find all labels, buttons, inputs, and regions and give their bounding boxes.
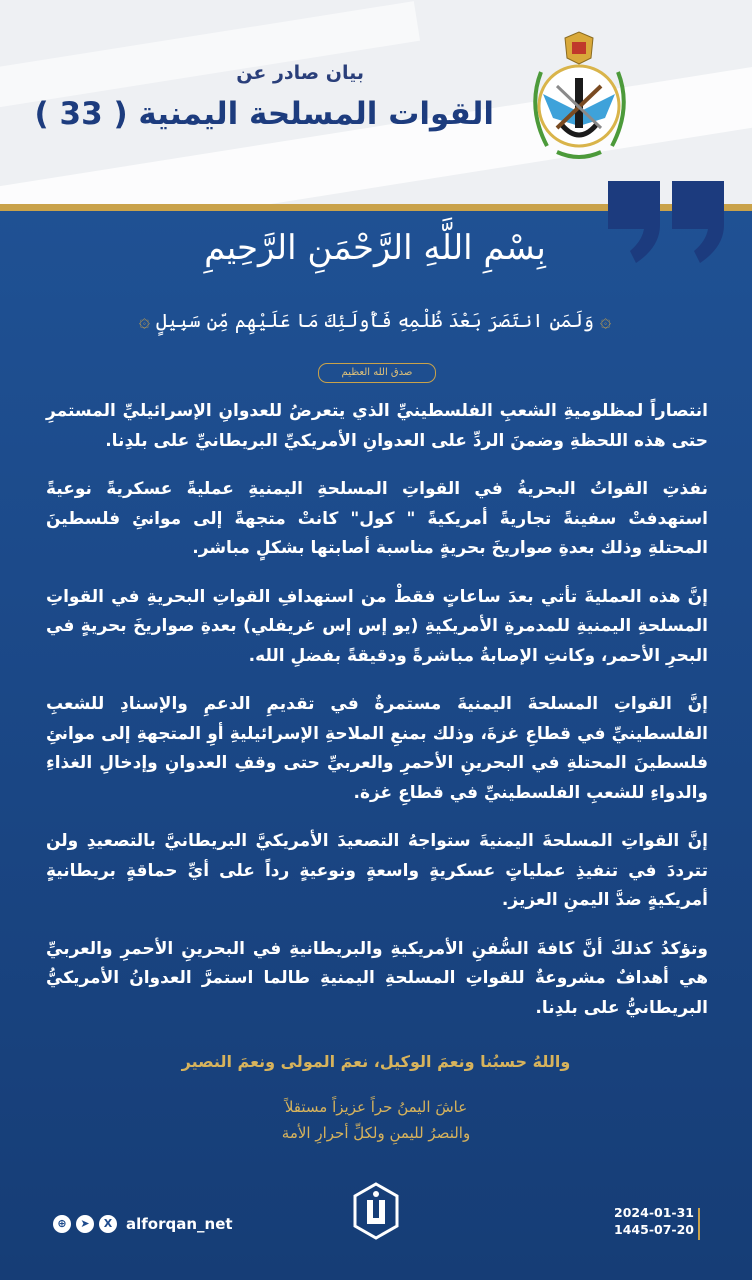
quote-icon (606, 181, 726, 263)
statement-title: القوات المسلحة اليمنية ( 33 ) (34, 96, 494, 132)
social-links (53, 1214, 233, 1234)
social-handle[interactable]: alforqan_net (126, 1215, 233, 1233)
slogan-line: عاشَ اليمنُ حراً عزيزاً مستقلاً (284, 1098, 468, 1116)
statement-dates (612, 1204, 694, 1238)
statement-paragraph: إنَّ هذه العمليةَ تأتي بعدَ ساعاتٍ فقطْ من استهدافِ القواتِ البحريةِ في القواتِ المسلحةِ اليمنيةِ للمدمرةِ الأمريكيةِ (يو إس إس غريفلي) بعدةِ صواريخَ بحريةٍ في البحرِ الأحمر، وكانتِ الإصابةُ مباشرةً ودقيقةً بفضلِ الله. (46, 586, 708, 666)
statement-body (46, 397, 708, 1042)
statement-paragraph: نفذتِ القواتُ البحريةُ في القواتِ المسلحةِ اليمنيةِ عمليةً عسكريةً نوعيةً استهدفتْ سفينةً تجاريةً أمريكيةً " كول" كانتْ متجهةً إلى موانئِ فلسطينَ المحتلةِ وذلك بعدةِ صواريخَ بحريةٍ مناسبة أصابتها بشكلٍ مباشر. (46, 479, 708, 558)
quran-verse (130, 310, 620, 332)
closing-prayer: واللهُ حسبُنا ونعمَ الوكيل، نعمَ المولى ونعمَ النصير (181, 1052, 571, 1071)
statement-paragraph: إنَّ القواتِ المسلحةَ اليمنيةَ مستمرةٌ في تقديمِ الدعمِ والإسنادِ للشعبِ الفلسطينيِّ في قطاعِ غزةَ، وذلك بمنعِ الملاحةِ الإسرائيليةِ أوِ المتجهةِ إلى موانئِ فلسطينَ المحتلةِ في البحرينِ الأحمرِ والعربيِّ حتى وقفِ العدوانِ وإدخالِ الغذاءِ والدواءِ للشعبِ الفلسطينيِّ في قطاعِ غزة. (46, 694, 708, 803)
armed-forces-emblem-icon (517, 28, 642, 168)
statement-paragraph: انتصاراً لمظلوميةِ الشعبِ الفلسطينيِّ الذي يتعرضُ للعدوانِ الإسرائيليِّ المستمرِ حتى هذه اللحظةِ وضمنَ الردِّ على العدوانِ الأمريكيِّ البريطانيِّ على بلدِنا. (46, 401, 708, 451)
date-hijri: 1445-07-20 (614, 1222, 694, 1237)
sadaq-badge: صدق الله العظيم (318, 363, 436, 383)
date-divider (698, 1208, 700, 1240)
x-icon[interactable]: X (99, 1215, 117, 1233)
verse-ornament-icon: ۞ (600, 310, 612, 332)
statement-paragraph: إنَّ القواتِ المسلحةَ اليمنيةَ ستواجهُ التصعيدَ الأمريكيَّ البريطانيَّ بالتصعيدِ ولن تترددَ في تنفيذِ عملياتٍ عسكريةٍ واسعةٍ ونوعيةٍ رداً على أيِّ حماقةٍ بريطانيةٍ أمريكيةٍ ضدَّ اليمنِ العزيز. (46, 831, 708, 910)
statement-paragraph: وتؤكدُ كذلكَ أنَّ كافةَ السُّفنِ الأمريكيةِ والبريطانيةِ في البحرينِ الأحمرِ والعربيِّ هي أهدافٌ مشروعةٌ للقواتِ المسلحةِ اليمنيةِ طالما استمرَّ العدوانُ الأمريكيُّ البريطانيُّ على بلدِنا. (46, 938, 708, 1018)
verse-text: وَلَمَنِ انتَصَرَ بَعْدَ ظُلْمِهِ فَأُولَئِكَ مَا عَلَيْهِم مِّن سَبِيلٍ (156, 310, 594, 332)
verse-ornament-icon: ۞ (138, 310, 150, 332)
slogan-line: والنصرُ لليمنِ ولكلِّ أحرارِ الأمة (281, 1124, 471, 1142)
globe-icon[interactable]: ⊕ (53, 1215, 71, 1233)
basmala: بِسْمِ اللَّهِ الرَّحْمَنِ الرَّحِيمِ (204, 228, 546, 268)
telegram-icon[interactable]: ➤ (76, 1215, 94, 1233)
alforqan-logo-icon (347, 1182, 405, 1240)
date-gregorian: 2024-01-31 (614, 1205, 694, 1220)
statement-subtitle: بيان صادر عن (236, 62, 364, 84)
